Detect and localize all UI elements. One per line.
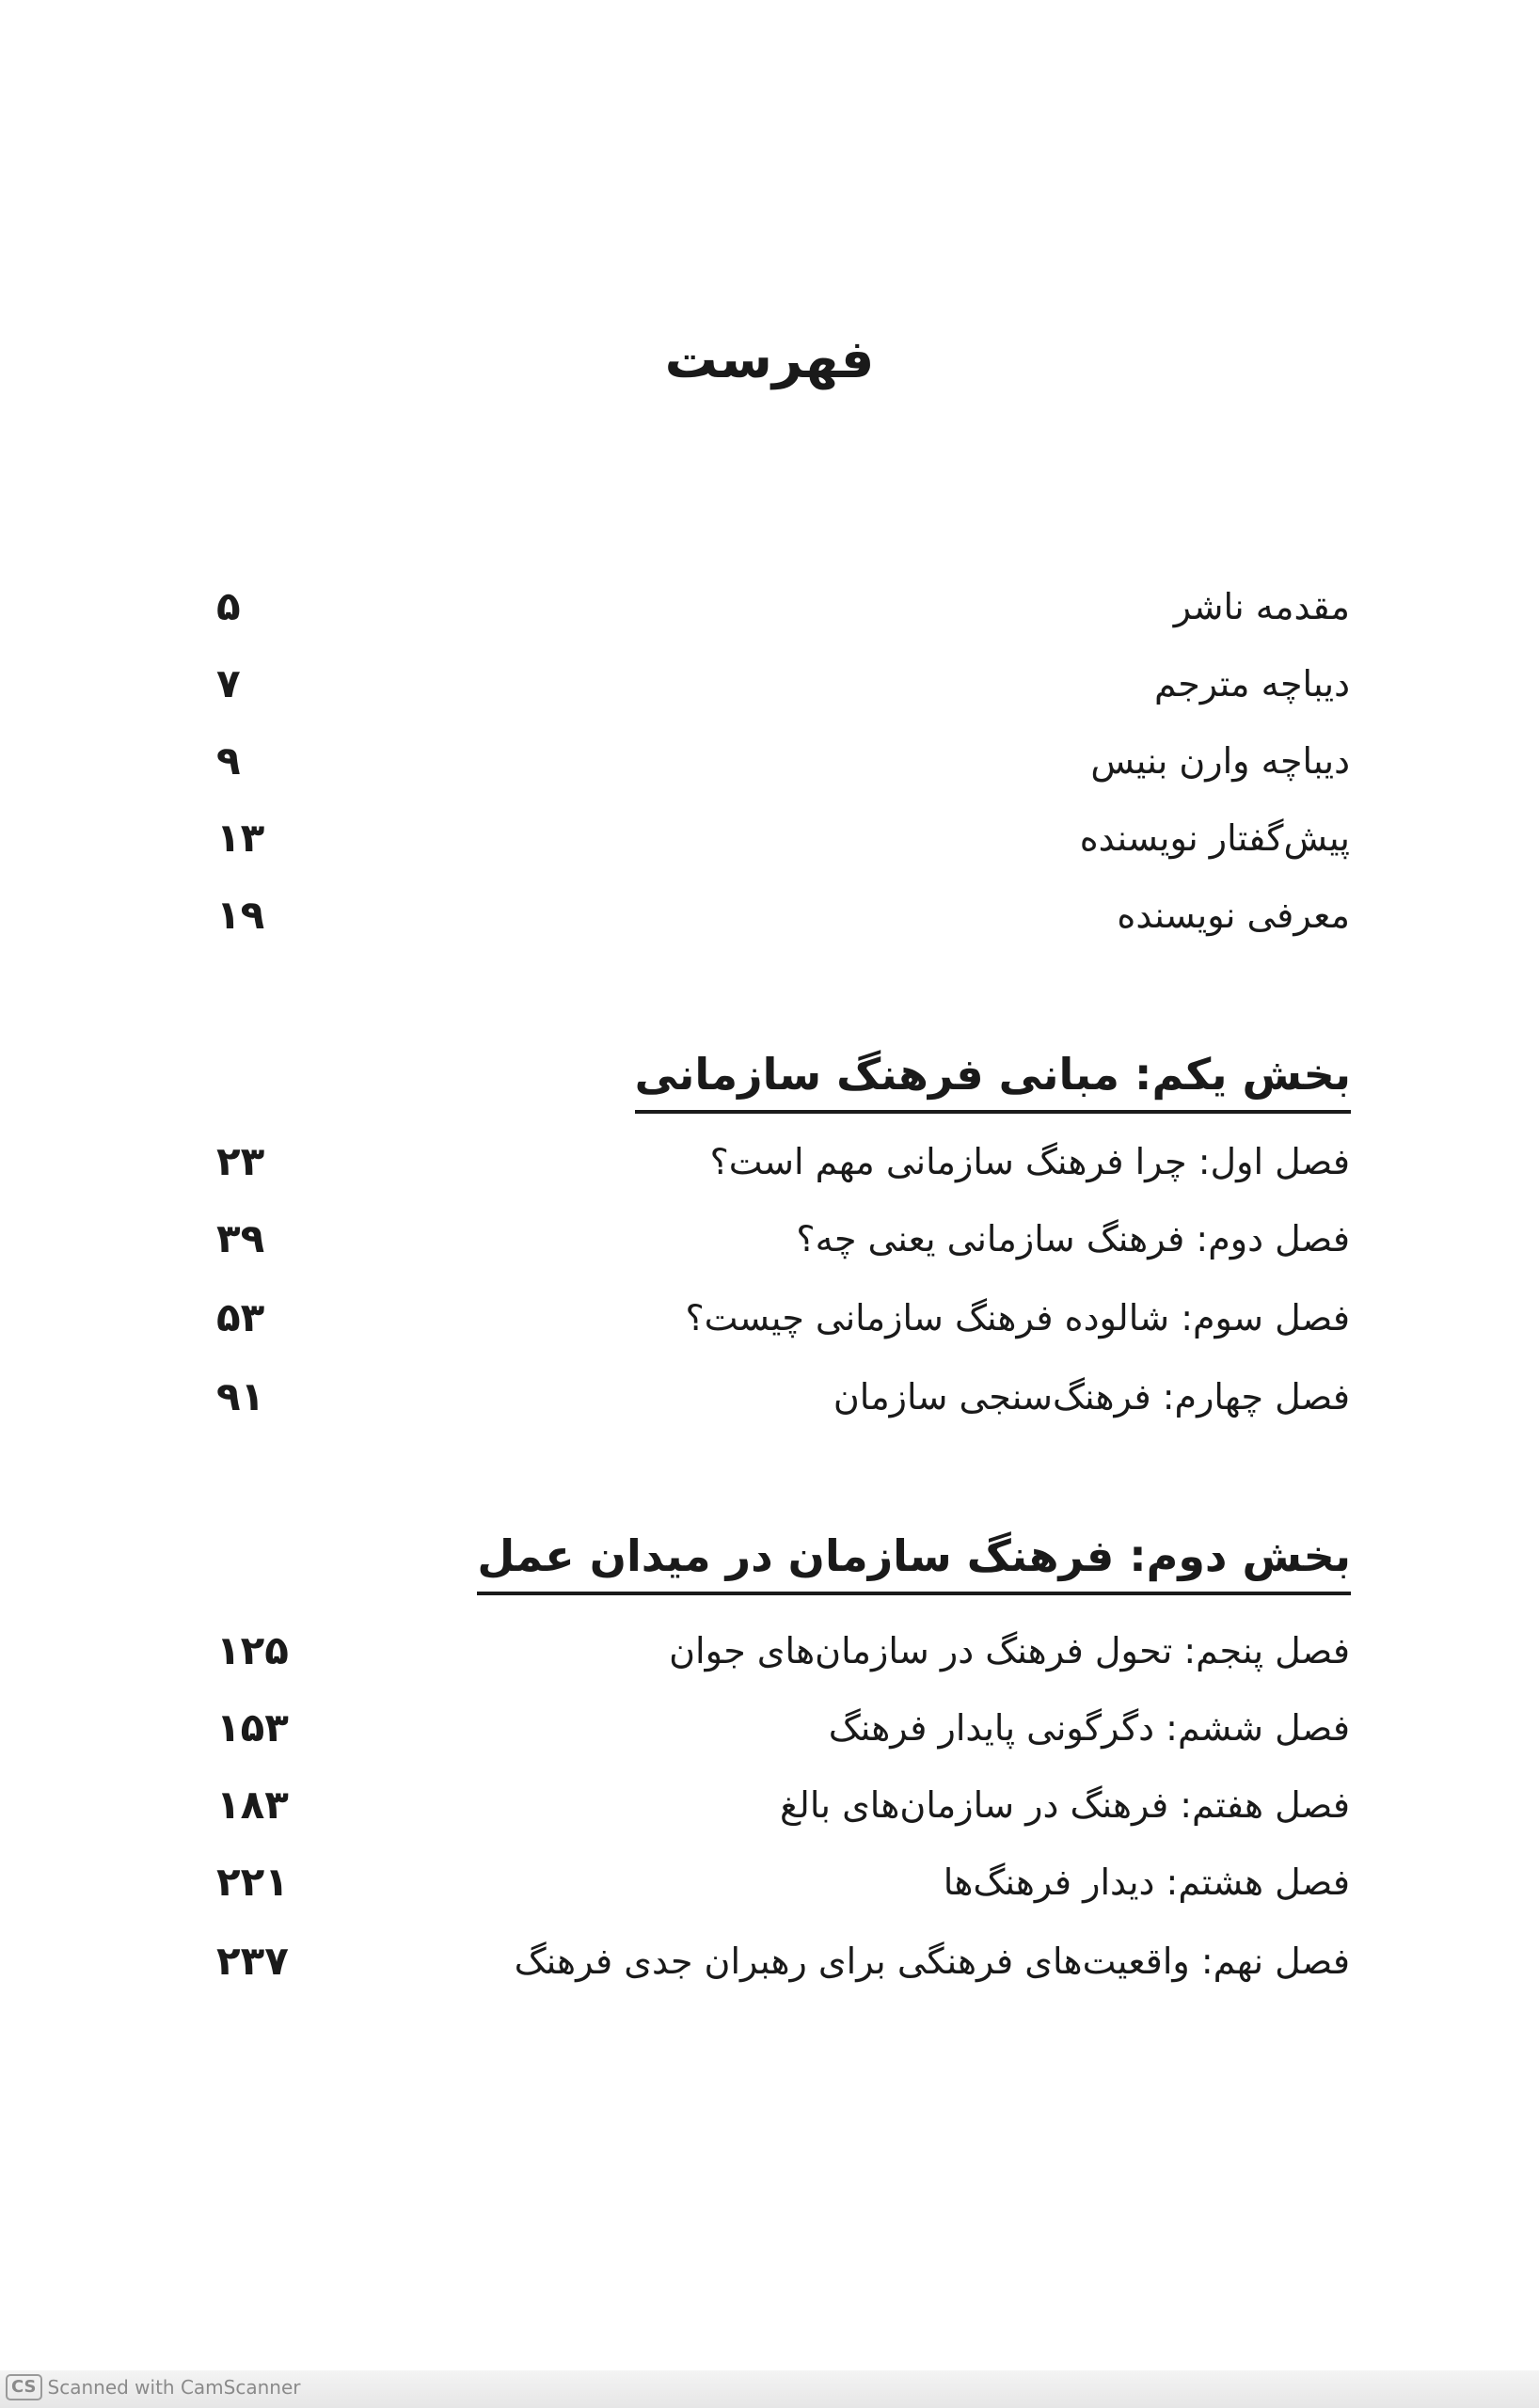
toc-entry [216, 1206, 1350, 1272]
toc-entry [216, 1285, 1350, 1351]
toc-entry-page: ۱۳ [216, 815, 265, 861]
toc-entry-page: ۲۳ [216, 1138, 265, 1184]
camscanner-logo-icon: CS [6, 2374, 42, 2400]
toc-entry [216, 728, 1350, 794]
toc-entry-page: ۱۹ [216, 892, 265, 938]
toc-entry-page: ۲۲۱ [216, 1859, 289, 1905]
toc-entry-label: فصل هشتم: دیدار فرهنگ‌ها [943, 1861, 1350, 1903]
toc-entry [216, 805, 1350, 871]
toc-entry-page: ۱۸۳ [216, 1782, 289, 1828]
toc-entry [216, 1928, 1350, 1994]
scanner-watermark [6, 2374, 301, 2400]
toc-entry-label: فصل اول: چرا فرهنگ سازمانی مهم است؟ [709, 1141, 1350, 1182]
toc-entry-label: پیش‌گفتار نویسنده [1079, 817, 1350, 859]
toc-entry [216, 574, 1350, 640]
section-heading-part1: بخش یکم: مبانی فرهنگ سازمانی [635, 1046, 1351, 1114]
toc-entry-label: فصل هفتم: فرهنگ در سازمان‌های بالغ [780, 1784, 1350, 1826]
toc-entry [216, 1364, 1350, 1430]
toc-entry-page: ۱۲۵ [216, 1627, 289, 1673]
scanner-watermark-text: Scanned with CamScanner [47, 2376, 301, 2399]
toc-entry-label: دیباچه مترجم [1153, 663, 1350, 705]
toc-entry-label: فصل نهم: واقعیت‌های فرهنگی برای رهبران جدی فرهنگ [514, 1941, 1350, 1982]
toc-entry-page: ۱۵۳ [216, 1704, 289, 1751]
page-title: فهرست [664, 329, 875, 390]
toc-entry-page: ۵ [216, 583, 241, 629]
toc-entry-label: مقدمه ناشر [1173, 586, 1350, 627]
toc-entry-label: فصل چهارم: فرهنگ‌سنجی سازمان [833, 1376, 1350, 1418]
toc-entry [216, 1129, 1350, 1195]
section-heading-part2: بخش دوم: فرهنگ سازمان در میدان عمل [477, 1528, 1351, 1595]
toc-entry-label: فصل دوم: فرهنگ سازمانی یعنی چه؟ [796, 1218, 1350, 1259]
toc-entry-page: ۳۹ [216, 1215, 265, 1261]
toc-entry [216, 1618, 1350, 1684]
toc-entry [216, 1849, 1350, 1915]
toc-entry-label: فصل ششم: دگرگونی پایدار فرهنگ [828, 1707, 1350, 1749]
toc-entry-label: معرفی نویسنده [1117, 895, 1350, 936]
toc-entry [216, 1772, 1350, 1838]
toc-entry-page: ۵۳ [216, 1294, 265, 1340]
toc-entry-label: فصل سوم: شالوده فرهنگ سازمانی چیست؟ [685, 1297, 1350, 1339]
toc-entry [216, 651, 1350, 717]
toc-entry-page: ۹ [216, 737, 241, 784]
toc-entry-page: ۷ [216, 660, 241, 706]
toc-entry [216, 882, 1350, 948]
toc-entry-page: ۲۳۷ [216, 1938, 289, 1984]
toc-entry-page: ۹۱ [216, 1373, 265, 1419]
toc-entry [216, 1695, 1350, 1761]
toc-entry-label: دیباچه وارن بنیس [1090, 740, 1350, 782]
toc-entry-label: فصل پنجم: تحول فرهنگ در سازمان‌های جوان [669, 1630, 1350, 1671]
